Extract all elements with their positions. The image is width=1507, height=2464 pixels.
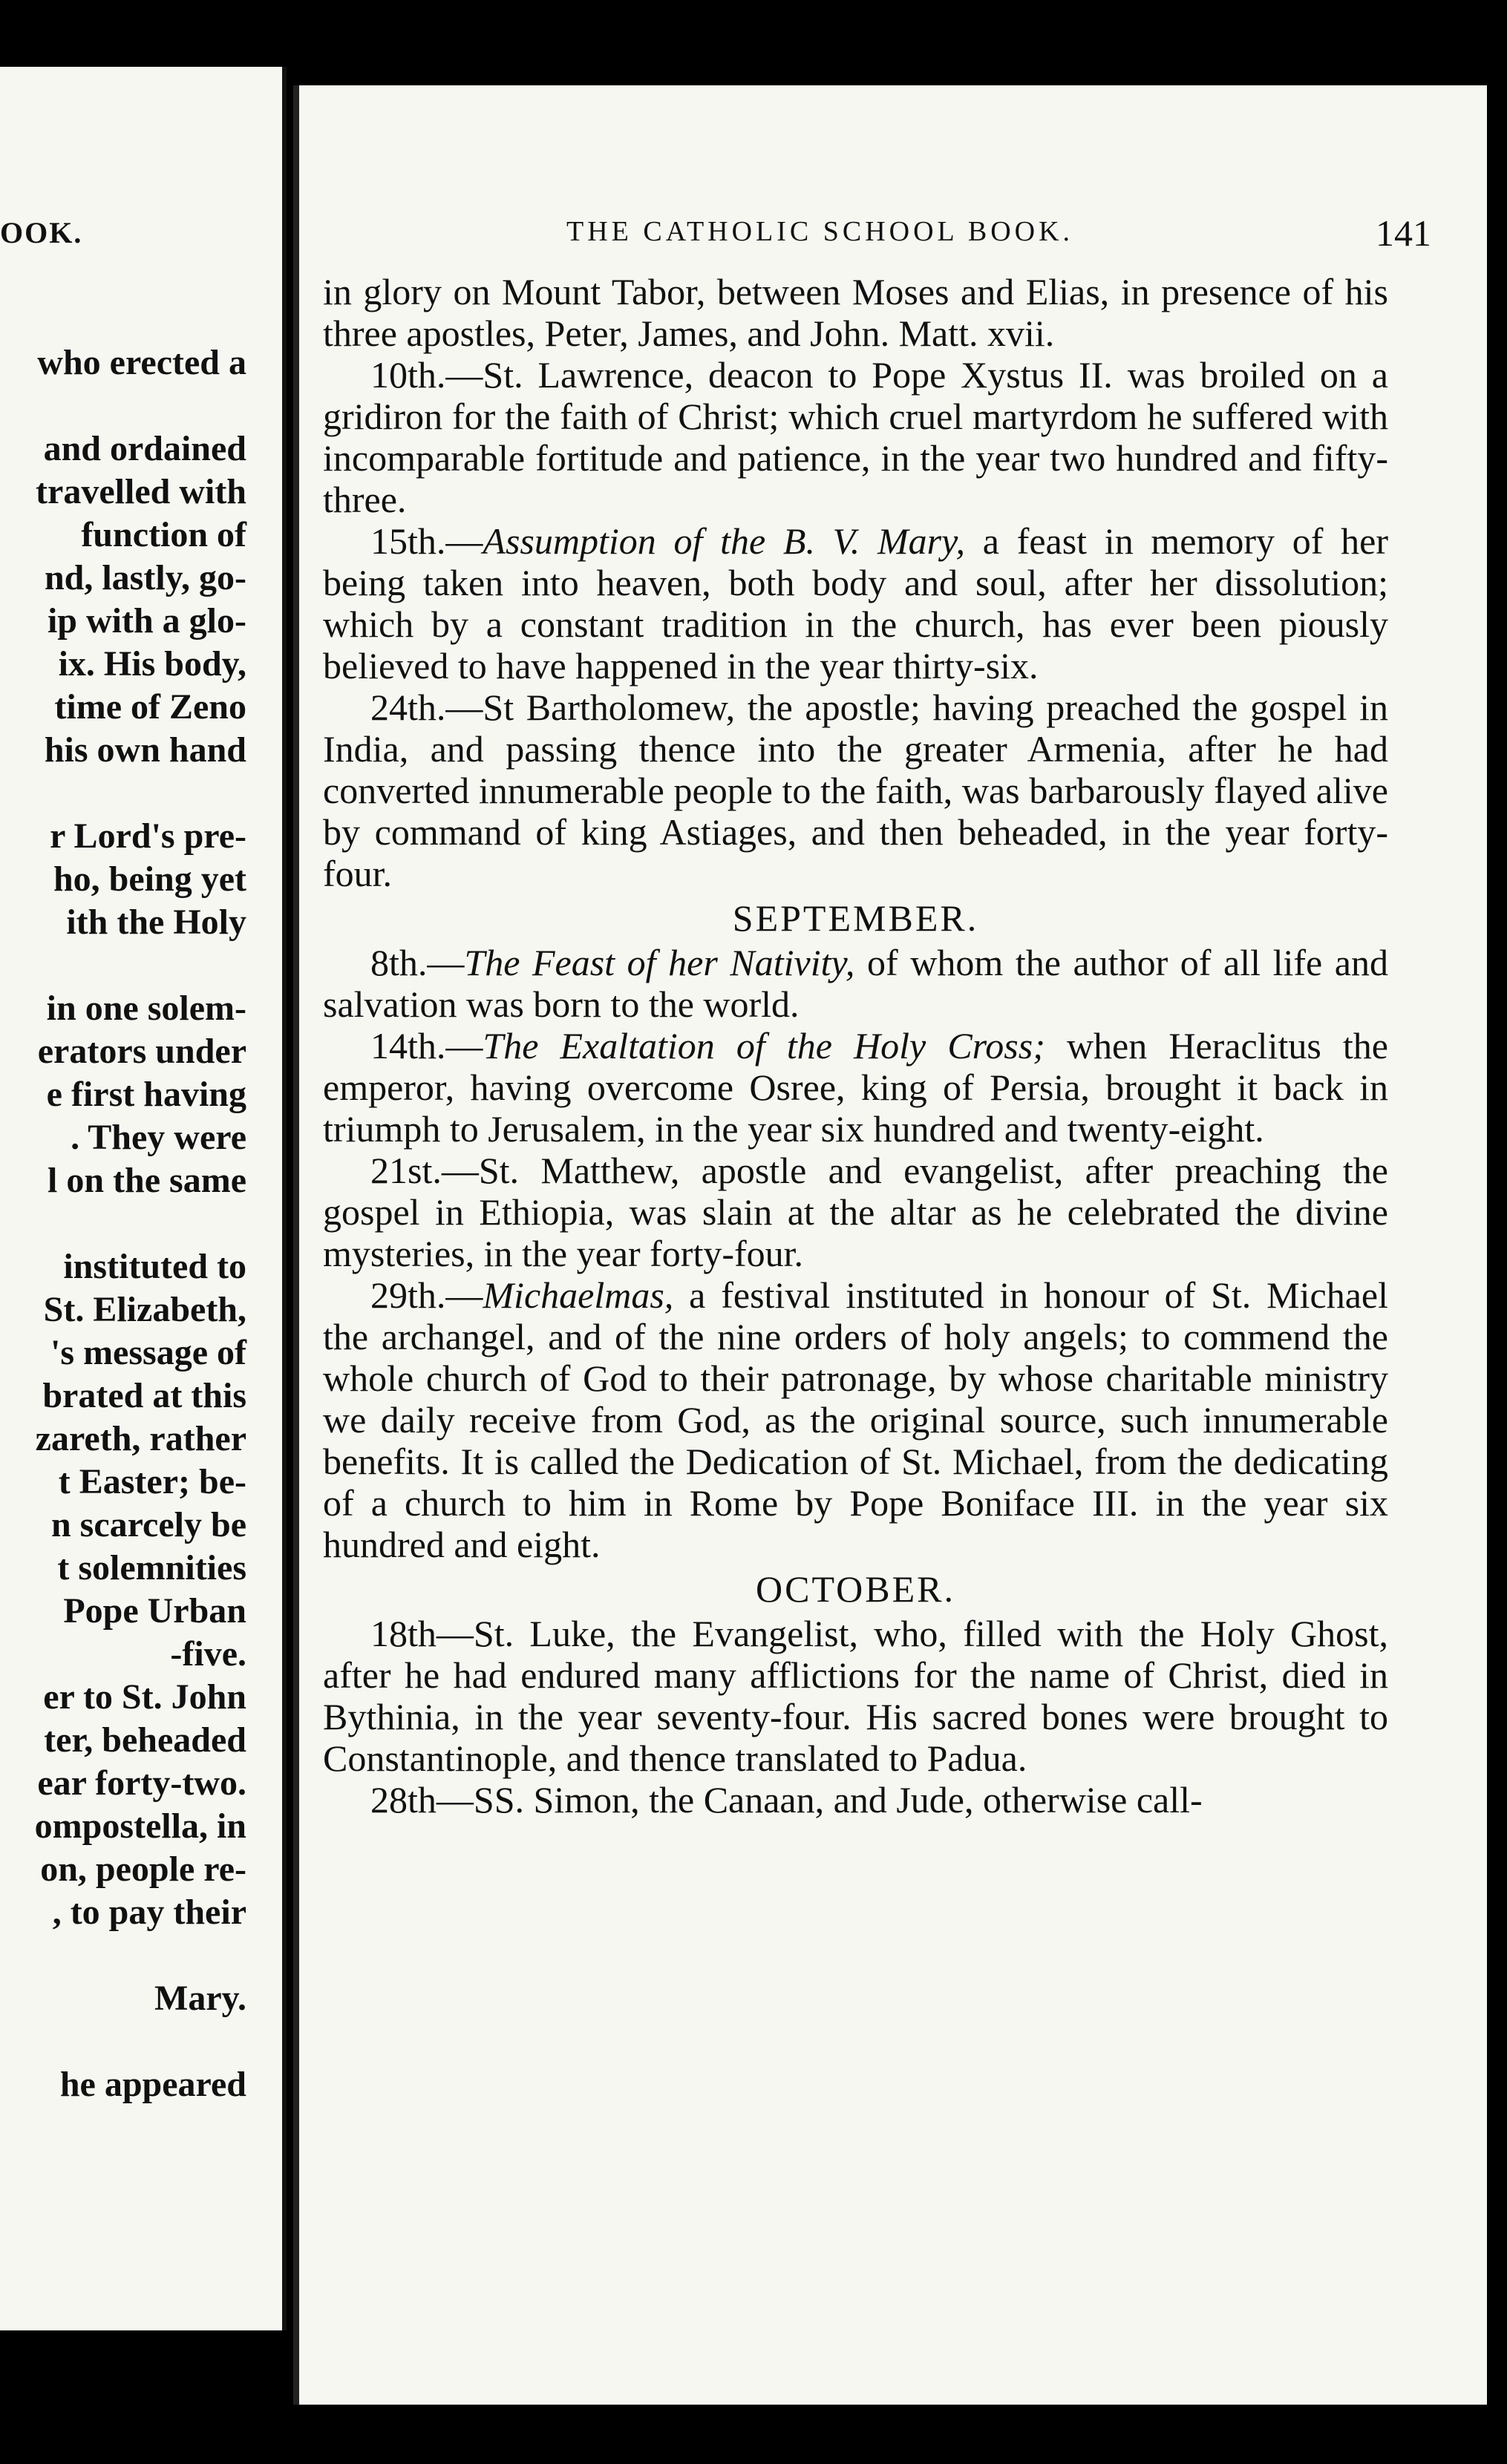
left-text-line: erators under — [37, 1032, 246, 1071]
feast-entry — [323, 1274, 1388, 1565]
feast-date: 28th— — [370, 1779, 474, 1821]
feast-entry — [323, 942, 1388, 1025]
feast-title: The Feast of her Nativity, — [464, 942, 855, 983]
left-line-gap — [0, 1934, 246, 1977]
left-line-gap — [0, 944, 246, 987]
feast-date: 24th.— — [370, 687, 483, 728]
feast-date: 15th.— — [370, 520, 483, 562]
running-head-title: THE CATHOLIC SCHOOL BOOK. — [566, 216, 1074, 247]
left-text-line: nd, lastly, go- — [44, 558, 246, 597]
left-text-line: l on the same — [48, 1161, 246, 1200]
running-head — [566, 215, 1398, 248]
feast-description: SS. Simon, the Canaan, and Jude, otherwise call- — [473, 1779, 1203, 1821]
feast-entry — [323, 354, 1388, 520]
left-text-line: ip with a glo- — [47, 601, 246, 640]
month-heading: SEPTEMBER. — [732, 897, 979, 939]
feast-entry — [323, 687, 1388, 894]
feast-description: St Bartholomew, the apostle; having preached the gospel in India, and passing thence into the greater Armenia, after he had converted innumerable people to the faith, was barbarously flayed alive by command of king Astiages, and then beheaded, in the year forty-four. — [323, 687, 1388, 894]
left-text-line: Mary. — [154, 1979, 246, 2018]
left-page — [0, 67, 287, 2330]
left-text-line: r Lord's pre- — [50, 816, 246, 856]
left-running-head: OOK. — [0, 216, 83, 249]
feast-title: Michaelmas, — [483, 1274, 674, 1316]
left-text-line: travelled with — [36, 472, 246, 511]
left-text-line: ear forty-two. — [37, 1763, 246, 1803]
page-body — [323, 271, 1388, 1821]
left-text-line: ith the Holy — [66, 902, 246, 942]
left-text-line: in one solem- — [46, 989, 246, 1028]
page-number: 141 — [1376, 212, 1431, 254]
feast-date: 8th.— — [370, 942, 465, 983]
feast-description: St. Luke, the Evangelist, who, filled with the Holy Ghost, after he had endured many afflictions for the name of Christ, died in Bythinia, in the year seventy-four. His sacred bones were brought to Constantinople, and thence translated to Padua. — [323, 1613, 1388, 1779]
feast-description: a feast in memory of her being taken into heaven, both body and soul, after her dissolution; which by a constant tradition in the church, has ever been piously believed to have happened in the year thirty-six. — [323, 520, 1388, 687]
feast-date: 18th— — [370, 1613, 474, 1654]
left-text-line: ix. His body, — [58, 644, 246, 684]
left-text-line: his own hand — [44, 730, 246, 770]
continued-paragraph — [323, 271, 1388, 354]
feast-entry — [323, 1613, 1388, 1779]
left-text-line: instituted to — [63, 1247, 246, 1286]
left-page-text — [0, 341, 246, 2106]
left-text-line: who erected a — [37, 343, 246, 382]
feast-description: St. Matthew, apostle and evangelist, after preaching the gospel in Ethiopia, was slain at the altar as he celebrated the divine mysteries, in the year forty-four. — [323, 1150, 1388, 1274]
left-text-line: and ordained — [43, 429, 246, 468]
left-text-line: -five. — [170, 1634, 246, 1674]
feast-description: of whom the author of all life and salvation was born to the world. — [323, 942, 1389, 1025]
left-text-line: e first having — [46, 1075, 246, 1114]
feast-description: a festival instituted in honour of St. Michael the archangel, and of the nine orders of holy angels; to commend the whole church of God to their patronage, by whose charitable ministry we daily receive from God, as the original source, such innumerable benefits. It is called the Dedication of St. Michael, from the dedicating of a church to him in Rome by Pope Boniface III. in the year six hundred and eight. — [323, 1274, 1388, 1565]
left-text-line: St. Elizabeth, — [43, 1290, 246, 1329]
feast-title: The Exaltation of the Holy Cross; — [483, 1025, 1045, 1066]
left-text-line: zareth, rather — [35, 1419, 246, 1458]
feast-date: 14th.— — [370, 1025, 483, 1066]
left-text-line: Pope Urban — [63, 1591, 246, 1631]
left-line-gap — [0, 1202, 246, 1245]
month-heading: OCTOBER. — [756, 1568, 955, 1610]
right-page — [293, 85, 1487, 2405]
left-text-line: t solemnities — [57, 1548, 246, 1587]
left-line-gap — [0, 384, 246, 427]
feast-entry — [323, 520, 1388, 687]
left-text-line: function of — [81, 515, 246, 554]
feast-date: 21st.— — [370, 1150, 479, 1191]
left-text-line: ter, beheaded — [44, 1720, 246, 1760]
feast-date: 29th.— — [370, 1274, 483, 1316]
left-text-line: ompostella, in — [34, 1806, 246, 1846]
left-line-gap — [0, 2020, 246, 2063]
feast-title: Assumption of the B. V. Mary, — [483, 520, 966, 562]
left-text-line: he appeared — [59, 2065, 246, 2104]
feast-description: when Heraclitus the emperor, having overcome Osree, king of Persia, brought it back in triumph to Jerusalem, in the year six hundred and twenty-eight. — [323, 1025, 1388, 1150]
left-text-line: ho, being yet — [53, 859, 246, 899]
paragraph-text: in glory on Mount Tabor, between Moses and Elias, in presence of his three apostles, Peter, James, and John. Matt. xvii. — [323, 271, 1388, 354]
left-text-line: er to St. John — [43, 1677, 246, 1717]
feast-entry — [323, 1150, 1388, 1274]
left-line-gap — [0, 772, 246, 815]
left-text-line: , to pay their — [52, 1893, 246, 1932]
feast-date: 10th.— — [370, 354, 483, 396]
left-text-line: t Easter; be- — [58, 1462, 246, 1501]
left-text-line: time of Zeno — [54, 687, 246, 727]
left-text-line: 's message of — [50, 1333, 246, 1372]
left-text-line: n scarcely be — [50, 1505, 246, 1544]
left-text-line: . They were — [71, 1118, 246, 1157]
feast-description: St. Lawrence, deacon to Pope Xystus II. was broiled on a gridiron for the faith of Christ; which cruel martyrdom he suffered with incomparable fortitude and patience, in the year two hundred and fifty-three. — [323, 354, 1388, 520]
feast-entry — [323, 1025, 1388, 1150]
left-text-line: brated at this — [42, 1376, 246, 1415]
left-text-line: on, people re- — [40, 1849, 246, 1889]
feast-entry — [323, 1779, 1388, 1821]
